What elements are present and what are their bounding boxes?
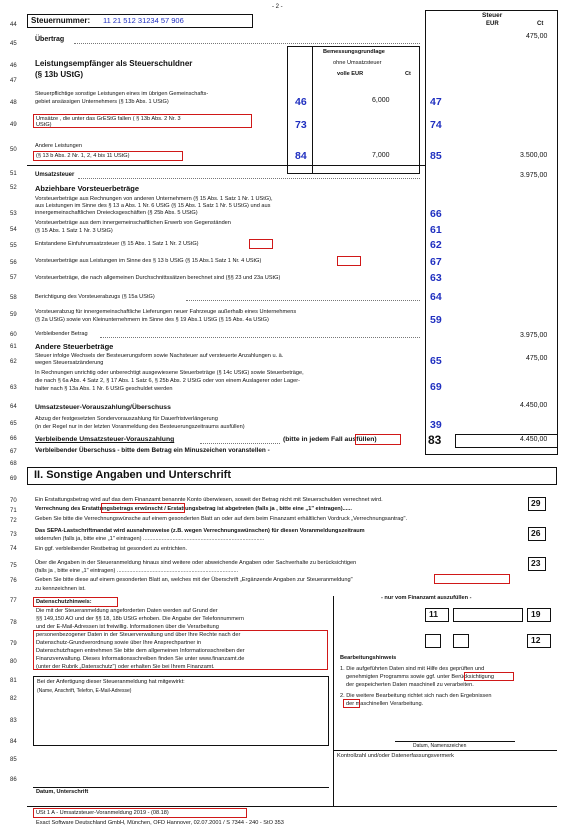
bearb1a: 1. Die aufgeführten Daten sind mit Hilfe des geprüften und — [340, 666, 485, 672]
kz-85: 85 — [430, 150, 442, 162]
datum-unterschrift: Datum, Unterschrift — [36, 789, 89, 795]
highlight-r56 — [337, 256, 361, 266]
s2-r73b: widerrufen (falls ja, bitte eine „1" eintragen) .............................................................................. — [35, 536, 265, 542]
line-number: 75 — [10, 563, 17, 569]
kontrollzahl: Kontrollzahl und/oder Datenerfassungsvermerk — [337, 753, 454, 759]
r58-text: Berichtigung des Vorsteuerabzugs (§ 15a UStG) — [35, 294, 155, 300]
r63-text3: halter nach § 13a Abs. 1 Nr. 6 UStG geschuldet werden — [35, 386, 173, 392]
line-number: 76 — [10, 578, 17, 584]
r48-value: 6,000 — [372, 97, 390, 104]
line-number: 63 — [10, 385, 17, 391]
line-number: 58 — [10, 295, 17, 301]
fa-12: 12 — [531, 635, 541, 645]
footer-publisher: Exact Software Deutschland GmbH, München, OFD Hannover, 02.07.2001 / S 7344 - 240 - StO 353 — [36, 820, 284, 826]
r50-text2: (§ 13 b Abs. 2 Nr. 1, 2, 4 bis 11 UStG) — [36, 153, 130, 159]
dot-leader — [200, 443, 280, 444]
namenszeichen-line — [395, 741, 515, 742]
fa-divider — [333, 596, 334, 806]
r62-value: 475,00 — [526, 355, 548, 362]
highlight-r76 — [434, 574, 510, 584]
eur-header: EUR — [486, 21, 499, 27]
kz-73: 73 — [295, 119, 307, 131]
r59-text2: (§ 2a UStG) sowie von Kleinunternehmern im Sinne des § 19 Abs.1 UStG (§ 15 Abs. 4a UStG) — [35, 317, 269, 323]
line-number: 85 — [10, 757, 17, 763]
leistungsempfaenger-sub: (§ 13b UStG) — [35, 70, 84, 79]
leistungsempfaenger-title: Leistungsempfänger als Steuerschuldner — [35, 59, 193, 68]
kz-66: 66 — [430, 208, 442, 220]
ds-line3: und der E-Mail-Adressen ist freiwillig. Informationen über die Verarbeitung — [36, 624, 219, 630]
highlight-der — [343, 699, 360, 708]
r54-text2: (§ 15 Abs. 1 Satz 1 Nr. 3 UStG) — [35, 228, 113, 234]
kontroll-line — [333, 750, 557, 751]
datum-namenszeichen: Datum, Namenszeichen — [413, 743, 467, 749]
r50-value: 7,000 — [372, 152, 390, 159]
kz-63: 63 — [430, 272, 442, 284]
dot-leader — [186, 300, 420, 301]
line-number: 69 — [10, 476, 17, 482]
line-number: 70 — [10, 498, 17, 504]
steuer-column — [425, 10, 558, 455]
kz-59: 59 — [430, 314, 442, 326]
kz-46: 46 — [295, 96, 307, 108]
ds-line1: Die mit der Steueranmeldung angeforderten Daten werden auf Grund der — [36, 608, 218, 614]
r62-text1: Steuer infolge Wechsels der Besteuerungsform sowie Nachsteuer auf versteuerte Anzahlungen u. ä. — [35, 353, 284, 359]
uebertrag-value: 475,00 — [526, 33, 548, 40]
bearb1c: der gespeicherten Daten maschinell zu verarbeiten. — [346, 682, 474, 688]
page-marker: - 2 - — [272, 4, 283, 10]
line-number: 55 — [10, 243, 17, 249]
r49-text2: UStG) — [36, 122, 52, 128]
ds-title: Datenschutzhinweis: — [36, 599, 92, 605]
r54-text1: Vorsteuerbeträge aus dem innergemeinschaftlichen Erwerb von Gegenständen — [35, 220, 231, 226]
s2-r71: Verrechnung des Erstattungsbetrags erwünscht / Erstattungsbetrag ist abgetreten (falls ja , bitte eine „1" eintragen)...... — [35, 506, 352, 512]
s2-r75b: (falls ja , bitte eine „1" eintragen) .............................................................................. — [35, 568, 239, 574]
footer-line — [27, 806, 557, 807]
s2-r74: Ein ggf. verbleibender Restbetrag ist gesondert zu entrichten. — [35, 546, 188, 552]
line-number: 72 — [10, 518, 17, 524]
line-number: 50 — [10, 147, 17, 153]
highlight-bearb — [464, 672, 514, 681]
umsatzsteuer-value: 3.975,00 — [520, 172, 548, 179]
r66-text: Verbleibende Umsatzsteuer-Vorauszahlung — [35, 436, 175, 443]
ct-header: Ct — [537, 21, 544, 27]
bearb-title: Bearbeitungshinweis — [340, 655, 397, 661]
r57-text: Vorsteuerbeträge, die nach allgemeinen Durchschnittssätzen berechnet sind (§§ 23 und 23a UStG) — [35, 275, 281, 281]
bemessung-divider — [312, 46, 313, 174]
line-number: 59 — [10, 312, 17, 318]
r55-text: Entstandene Einfuhrumsatzsteuer (§ 15 Abs. 1 Satz 1 Nr. 2 UStG) — [35, 241, 199, 247]
fa-header: - nur vom Finanzamt auszufüllen - — [381, 595, 472, 601]
r48-text2: gebiet ansässigen Unternehmers (§ 13b Abs. 1 UStG) — [35, 99, 169, 105]
volle-eur: volle EUR — [337, 71, 364, 77]
mitgewirkt2: (Name, Anschrift, Telefon, E-Mail-Adresse) — [37, 688, 132, 694]
andere-title: Andere Steuerbeträge — [35, 342, 114, 351]
kz-23: 23 — [531, 558, 541, 568]
r60-text: Verbleibender Betrag — [35, 331, 88, 337]
dot-leader — [74, 43, 420, 44]
dot-leader — [100, 337, 420, 338]
s2-r76a: Geben Sie bitte diese auf einem gesonderten Blatt an, welches mit der Überschrift „Ergänzende Angaben zur Steueranmeldung" — [35, 577, 353, 583]
r49-text: Umsätze , die unter das GrEStG fallen ( § 13b Abs. 2 Nr. 3 — [36, 116, 181, 122]
bearb2a: 2. Die weitere Bearbeitung richtet sich nach den Ergebnissen — [340, 693, 492, 699]
footer-form-id: USt 1 A - Umsatzsteuer-Voranmeldung 2019 - (08.18) — [36, 810, 169, 816]
highlight-r55 — [249, 239, 273, 249]
r64-value: 4.450,00 — [520, 402, 548, 409]
line-number: 78 — [10, 620, 17, 626]
kz-83: 83 — [428, 433, 442, 447]
r53-text3: innergemeinschaftlichen Dreiecksgeschäften (§ 25b Abs. 5 UStG) — [35, 210, 198, 216]
ds-line8: (unter der Rubrik „Datenschutz") oder erhalten Sie bei Ihrem Finanzamt. — [36, 664, 215, 670]
fa-19: 19 — [531, 609, 541, 619]
line-number: 46 — [10, 63, 17, 69]
bemessung-header: Bemessungsgrundlage — [323, 49, 385, 55]
fa-11: 11 — [429, 609, 438, 619]
steuernummer-label: Steuernummer: — [31, 16, 91, 25]
line-number: 66 — [10, 436, 17, 442]
kz-64: 64 — [430, 291, 442, 303]
line-number: 73 — [10, 532, 17, 538]
line-number: 86 — [10, 777, 17, 783]
r50-tax: 3.500,00 — [520, 152, 548, 159]
line-number: 77 — [10, 598, 17, 604]
kz-69: 69 — [430, 381, 442, 393]
r65-text2: (in der Regel nur in der letzten Voranmeldung des Besteuerungszeitraums ausfüllen) — [35, 424, 245, 430]
highlight-r66 — [355, 434, 401, 445]
line-number: 44 — [10, 22, 17, 28]
kz-26: 26 — [531, 528, 541, 538]
line-number: 53 — [10, 211, 17, 217]
line-number: 80 — [10, 659, 17, 665]
s2-r70: Ein Erstattungsbetrag wird auf das dem Finanzamt benannte Konto überwiesen, soweit der Betrag nicht mit Steuerschulden verrechnet wird. — [35, 497, 383, 503]
ds-line2: §§ 149,150 AO und der §§ 18, 18b UStG erhoben. Die Angabe der Telefonnummern — [36, 616, 244, 622]
r53-text2: aus Leistungen im Sinne des § 13 a Abs. 1 Nr. 6 UStG (§ 15 Abs. 1 Satz 1 Nr. 5 UStG) und aus — [35, 203, 271, 209]
ds-line7: Finanzverwaltung. Dieses Informationsschreiben finden Sie unter www.finanzamt.de — [36, 656, 245, 662]
kz-67: 67 — [430, 256, 442, 268]
line-number: 67 — [10, 449, 17, 455]
line-number: 65 — [10, 421, 17, 427]
line-number: 48 — [10, 100, 17, 106]
line-number: 47 — [10, 78, 17, 84]
s2-r75a: Über die Angaben in der Steueranmeldung hinaus sind weitere oder abweichende Angaben oder Sachverhalte zu berücksichtigen — [35, 560, 357, 566]
steuer-header: Steuer — [482, 12, 503, 19]
line-number: 62 — [10, 359, 17, 365]
r50-text1: Andere Leistungen — [35, 143, 82, 149]
line-number: 49 — [10, 122, 17, 128]
line-number: 54 — [10, 227, 17, 233]
line-number: 56 — [10, 260, 17, 266]
line-number: 68 — [10, 461, 17, 467]
line-number: 57 — [10, 275, 17, 281]
kz-62: 62 — [430, 239, 442, 251]
r65-text1: Abzug der festgesetzten Sondervorauszahlung für Dauerfristverlängerung — [35, 416, 218, 422]
line-number: 64 — [10, 404, 17, 410]
line-number: 81 — [10, 678, 17, 684]
line-number: 52 — [10, 185, 17, 191]
line-number: 74 — [10, 546, 17, 552]
mitgewirkt1: Bei der Anfertigung dieser Steueranmeldung hat mitgewirkt: — [37, 679, 185, 685]
r59-text1: Vorsteuerabzug für innergemeinschaftliche Lieferungen neuer Fahrzeuge außerhalb eines Unternehmens — [35, 309, 297, 315]
fa-blank-2[interactable] — [453, 634, 469, 648]
line-number: 84 — [10, 739, 17, 745]
r64-text: Umsatzsteuer-Vorauszahlung/Überschuss — [35, 404, 171, 411]
kz-74: 74 — [430, 119, 442, 131]
dot-leader — [78, 178, 420, 179]
r66-suffix: (bitte in jedem Fall ausfüllen) — [283, 436, 377, 443]
bearb1b: genehmigten Programms sowie ggf. unter Berücksichtigung — [346, 674, 494, 680]
kz-47: 47 — [430, 96, 442, 108]
uebertrag-label: Übertrag — [35, 36, 65, 43]
fa-blank-1[interactable] — [425, 634, 441, 648]
kz-65: 65 — [430, 355, 442, 367]
mitgewirkt-box[interactable] — [33, 676, 329, 746]
section2-title: II. Sonstige Angaben und Unterschrift — [34, 469, 231, 481]
line-number: 51 — [10, 171, 17, 177]
ds-line5: Datenschutz-Grundverordnung sowie über Ihre Ansprechpartner in — [36, 640, 202, 646]
r48-text1: Steuerpflichtige sonstige Leistungen eines im übrigen Gemeinschafts- — [35, 91, 209, 97]
line-number: 60 — [10, 332, 17, 338]
highlight-r71 — [101, 503, 185, 513]
ds-line4: personenbezogener Daten in der Steuerverwaltung und über Ihre Rechte nach der — [36, 632, 241, 638]
kz-84: 84 — [295, 150, 307, 162]
line-number: 82 — [10, 696, 17, 702]
r63-text2: die nach § 6a Abs. 4 Satz 2, § 17 Abs. 1 Satz 6, § 25b Abs. 2 UStG oder von einem Auslagerer oder Lager- — [35, 378, 300, 384]
line-number: 83 — [10, 718, 17, 724]
line-number: 61 — [10, 344, 17, 350]
ds-line6: Datenschutzfragen entnehmen Sie bitte dem allgemeinen Informationsschreiben der — [36, 648, 245, 654]
bem-ct: Ct — [405, 71, 411, 77]
kz-61: 61 — [430, 224, 442, 236]
r63-text1: In Rechnungen unrichtig oder unberechtigt ausgewiesene Steuerbeträge (§ 14c UStG) sowie Steuerbeträge, — [35, 370, 304, 376]
abziehbar-title: Abziehbare Vorsteuerbeträge — [35, 184, 140, 193]
r56-text: Vorsteuerbeträge aus Leistungen im Sinne des § 13 b UStG (§ 15 Abs.1 Satz 1 Nr. 4 UStG) — [35, 258, 262, 264]
line-number: 45 — [10, 41, 17, 47]
r67-text: Verbleibender Überschuss - bitte dem Betrag ein Minuszeichen voranstellen - — [35, 447, 270, 454]
steuernummer-value: 11 21 512 31234 57 906 — [103, 16, 184, 25]
kz-39: 39 — [430, 419, 442, 431]
r62-text2: wegen Steuersatzänderung — [35, 360, 104, 366]
s2-r76b: zu kennzeichnen ist. — [35, 586, 86, 592]
umsatzsteuer-label: Umsatzsteuer — [35, 172, 75, 178]
fa-11-value[interactable] — [453, 608, 523, 622]
bemessung-sub: ohne Umsatzsteuer — [333, 60, 382, 66]
r53-text1: Vorsteuerbeträge aus Rechnungen von anderen Unternehmern (§ 15 Abs. 1 Satz 1 Nr. 1 UStG), — [35, 196, 273, 202]
s2-r72: Geben Sie bitte die Verrechnungswünsche auf einem gesonderten Blatt an oder auf dem beim Finanzamt erhältlichen Vordruck „Verrechnungsantrag". — [35, 516, 408, 522]
r60-value: 3.975,00 — [520, 332, 548, 339]
line-number: 71 — [10, 508, 17, 514]
separator — [27, 165, 425, 166]
line-number: 79 — [10, 641, 17, 647]
r66-value: 4.450,00 — [520, 436, 548, 443]
bearb2b: der maschinellen Verarbeitung. — [346, 701, 424, 707]
kz-29: 29 — [531, 498, 541, 508]
signature-line — [33, 787, 329, 788]
s2-r73a: Das SEPA-Lastschriftmandat wird ausnahmsweise (z.B. wegen Verrechnungswünschen) für diesen Voranmeldungszeitraum — [35, 528, 365, 534]
